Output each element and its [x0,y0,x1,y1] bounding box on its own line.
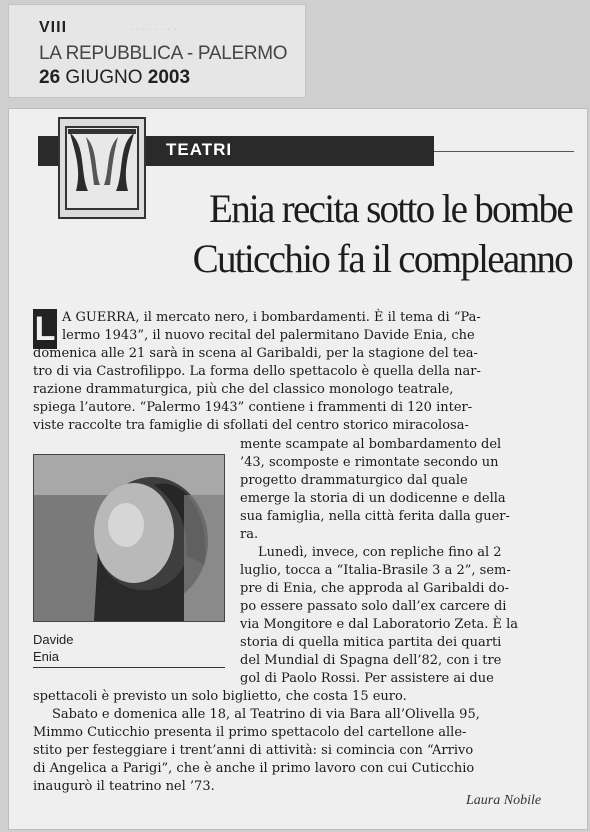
date-day: 26 [39,67,61,88]
portrait-photo [33,454,225,622]
photo-caption-line-1: Davide [33,632,74,647]
body-line: viste raccolte tra famiglie di sfollati del centro storico miracolosa- [33,418,469,433]
photo-caption-line-2: Enia [33,649,60,664]
body-line: ’43, scomposte e rimontate secondo un [240,455,499,470]
newspaper-name: LA REPUBBLICA - PALERMO [39,43,288,64]
section-label: TEATRI [166,140,233,159]
body-line: luglio, tocca a “Italia-Brasile 3 a 2”, sem- [240,563,511,578]
body-line: sua famiglia, nella città ferita dalla guer- [240,509,510,524]
body-line: razione drammaturgica, più che del classico monologo teatrale, [33,382,454,397]
body-line: di Angelica a Parigi”, che è anche il primo lavoro con cui Cuticchio [33,761,475,776]
body-line: Mimmo Cuticchio presenta il primo spettacolo del cartellone alle- [33,725,467,740]
section-rule [434,151,574,152]
body-line: inaugurò il teatrino nel ’73. [33,779,215,794]
publication-date [39,67,190,89]
page-header-box [8,4,306,98]
date-year: 2003 [147,67,191,88]
body-line: po essere passato solo dall’ex carcere di [240,599,507,614]
drop-cap: L [34,310,56,348]
body-line: progetto drammaturgico dal quale [240,473,468,488]
body-line: A GUERRA, il mercato nero, i bombardamenti. È il tema di “Pa- [62,310,481,325]
body-line: del Mundial di Spagna dell’82, con i tre [240,653,502,668]
bleed-through-text: ········ [129,21,180,36]
byline: Laura Nobile [466,793,542,808]
body-line: gol di Paolo Rossi. Per assistere ai due [240,671,494,686]
body-line: spiega l’autore. “Palermo 1943” contiene i frammenti di 120 inter- [33,400,473,415]
body-line: lermo 1943”, il nuovo recital del palermitano Davide Enia, che [62,328,475,343]
body-line: emerge la storia di un dodicenne e della [240,491,506,506]
body-line: Lunedì, invece, con repliche fino al 2 [258,545,502,560]
body-line: ra. [240,527,259,542]
date-month: GIUGNO [65,67,143,88]
body-line: stito per festeggiare i trent’anni di attività: si comincia con “Arrivo [33,743,474,758]
page-number: VIII [39,19,68,36]
body-line: mente scampate al bombardamento del [240,437,502,452]
body-line: spettacoli è previsto un solo biglietto, che costa 15 euro. [33,689,407,704]
caption-rule [33,667,225,668]
body-line: via Mongitore e dal Laboratorio Zeta. È la [240,617,519,632]
body-line: storia di quella mitica partita dei quarti [240,635,502,650]
body-line: domenica alle 21 sarà in scena al Garibaldi, per la stagione del tea- [33,346,478,361]
body-line: Sabato e domenica alle 18, al Teatrino di via Bara all’Olivella 95, [52,707,480,722]
headline-line-1: Enia recita sotto le bombe [208,186,573,231]
body-line: tro di via Castrofilippo. La forma dello spettacolo è quella della nar- [33,364,481,379]
body-line: pre di Enia, che approda al Garibaldi do- [240,581,510,596]
headline-line-2: Cuticchio fa il compleanno [192,236,572,281]
